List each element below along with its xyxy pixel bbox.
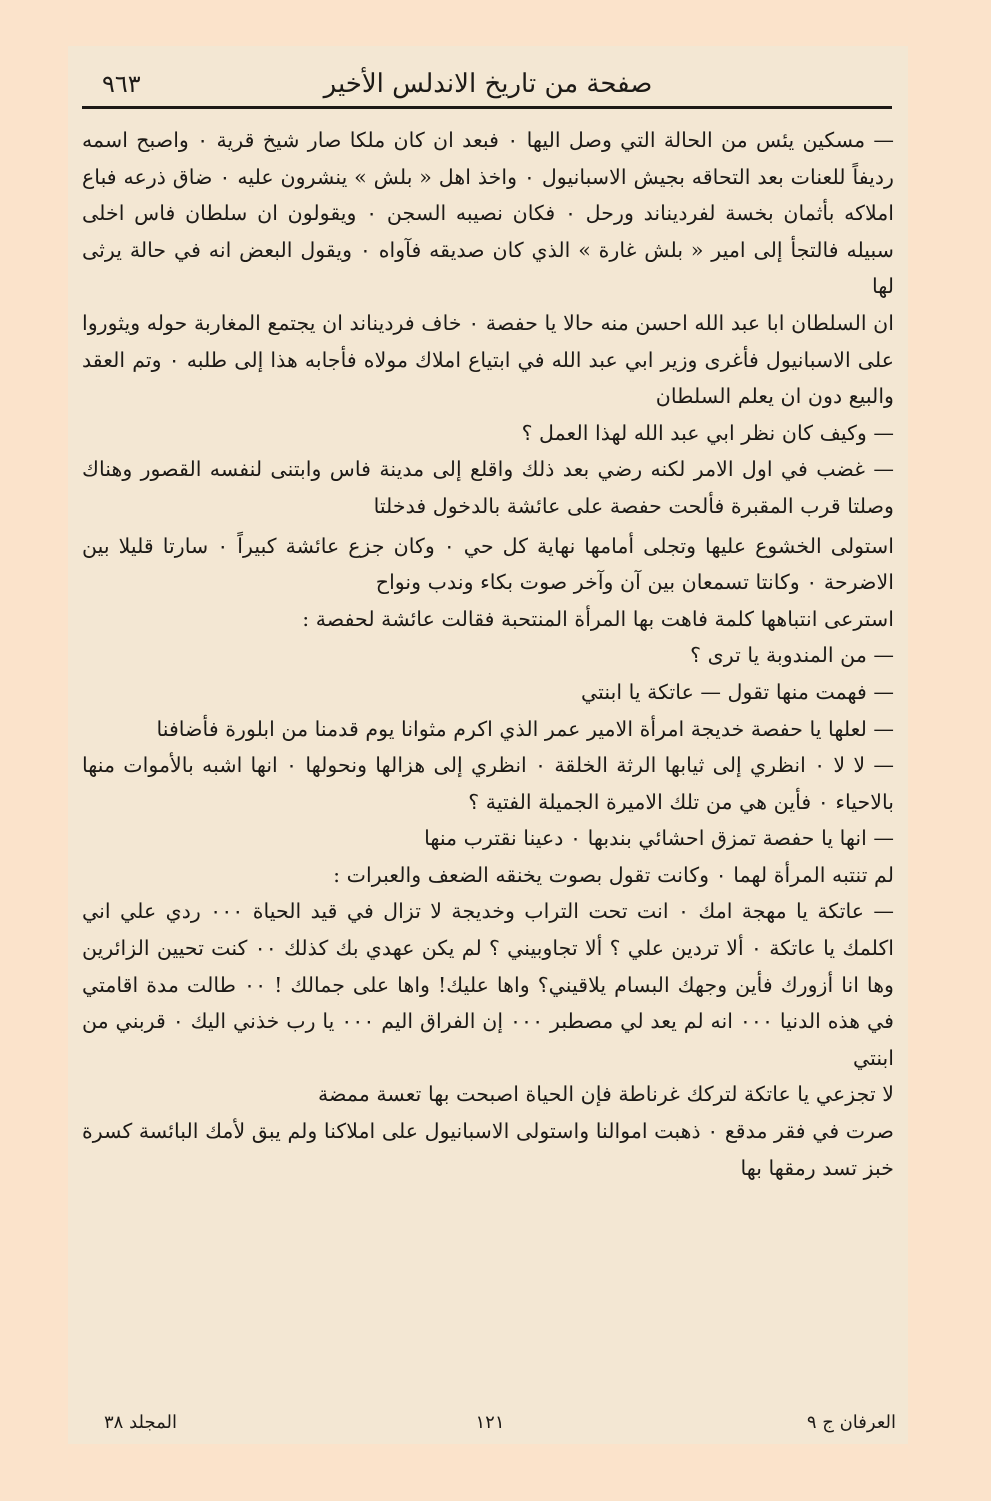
article-body xyxy=(82,122,894,1186)
page-header-number: ٩٦٣ xyxy=(102,70,141,98)
paragraph: — انها يا حفصة تمزق احشائي بندبها ٠ دعينا نقترب منها xyxy=(424,826,894,851)
paragraph: صرت في فقر مدقع ٠ ذهبت اموالنا واستولى الاسبانيول على املاكنا ولم يبق لأمك البائسة كسرة خبز تسد رمقها بها xyxy=(82,1119,895,1180)
page xyxy=(68,46,908,1444)
paragraph: — لا لا ٠ انظري إلى ثيابها الرثة الخلقة ٠ انظري إلى هزالها ونحولها ٠ انها اشبه بالأموات منها بالاحياء ٠ فأين هي من تلك الاميرة الجميلة الفتية ؟ xyxy=(82,753,895,814)
page-footer xyxy=(84,1408,896,1438)
footer-page-number: ١٢١ xyxy=(475,1412,505,1433)
header-rule xyxy=(82,106,892,109)
footer-volume: المجلد ٣٨ xyxy=(104,1412,177,1433)
paragraph: لم تنتبه المرأة لهما ٠ وكانت تقول بصوت يخنقه الضعف والعبرات : xyxy=(333,862,894,887)
page-header-title: صفحة من تاريخ الاندلس الأخير xyxy=(323,69,653,99)
paragraph: — مسكين يئس من الحالة التي وصل اليها ٠ فبعد ان كان ملكا صار شيخ قرية ٠ واصبح اسمه رديفاً للعنات بعد التحاقه بجيش الاسبانيول ٠ واخذ اهل « بلش » ينشرون عليه ٠ ضاق ذرعه فباع املاكه بأثمان بخسة لفرديناند ورحل ٠ فكان نصيبه السجن ٠ ويقولون ان سلطان فاس اخلى سبيله فالتجأ إلى امير « بلش غارة » الذي كان صديقه فآواه ٠ ويقول البعض انه في حالة يرثى لها xyxy=(82,128,894,299)
paragraph: لا تجزعي يا عاتكة لتركك غرناطة فإن الحياة اصبحت بها تعسة ممضة xyxy=(317,1082,894,1107)
paragraph: استولى الخشوع عليها وتجلى أمامها نهاية كل حي ٠ وكان جزع عائشة كبيراً ٠ سارتا قليلا بين الاضرحة ٠ وكانتا تسمعان بين آن وآخر صوت بكاء وندب ونواح xyxy=(82,533,894,595)
paragraph: — غضب في اول الامر لكنه رضي بعد ذلك واقلع إلى مدينة فاس وابتنى لنفسه القصور وهناك وصلتا قرب المقبرة فألحت حفصة على عائشة بالدخول فدخلتا xyxy=(82,457,894,518)
paragraph: — عاتكة يا مهجة امك ٠ انت تحت التراب وخديجة لا تزال في قيد الحياة ٠٠٠ ردي علي اني اكلمك يا عاتكة ٠ ألا تردين علي ؟ ألا تجاوبيني ؟ لم يكن عهدي بك كذلك ٠٠ كنت تحيين الزائرين وها انا أزورك فأين وجهك البسام يلاقيني؟ واها عليك! واها على جمالك ! ٠٠ طالت مدة اقامتي في هذه الدنيا ٠٠٠ انه لم يعد لي مصطبر ٠٠٠ إن الفراق اليم ٠٠٠ يا رب خذني اليك ٠ قربني من ابنتي xyxy=(82,899,895,1070)
running-header xyxy=(82,64,894,104)
paragraph: ان السلطان ابا عبد الله احسن منه حالا يا حفصة ٠ خاف فرديناند ان يجتمع المغاربة حوله ويثوروا على الاسبانيول فأغرى وزير ابي عبد الله في ابتياع املاك مولاه فأجابه هذا إلى طلبه ٠ وتم العقد والبيع دون ان يعلم السلطان xyxy=(82,310,894,409)
paragraph: — لعلها يا حفصة خديجة امرأة الامير عمر الذي اكرم مثوانا يوم قدمنا من ابلورة فأضافنا xyxy=(156,716,894,741)
paragraph: — من المندوبة يا ترى ؟ xyxy=(690,643,894,668)
paragraph: استرعى انتباهها كلمة فاهت بها المرأة المنتحبة فقالت عائشة لحفصة : xyxy=(302,606,894,631)
paragraph: — وكيف كان نظر ابي عبد الله لهذا العمل ؟ xyxy=(521,420,894,445)
paragraph: — فهمت منها تقول — عاتكة يا ابنتي xyxy=(581,679,894,704)
footer-journal: العرفان ج ٩ xyxy=(806,1412,896,1433)
